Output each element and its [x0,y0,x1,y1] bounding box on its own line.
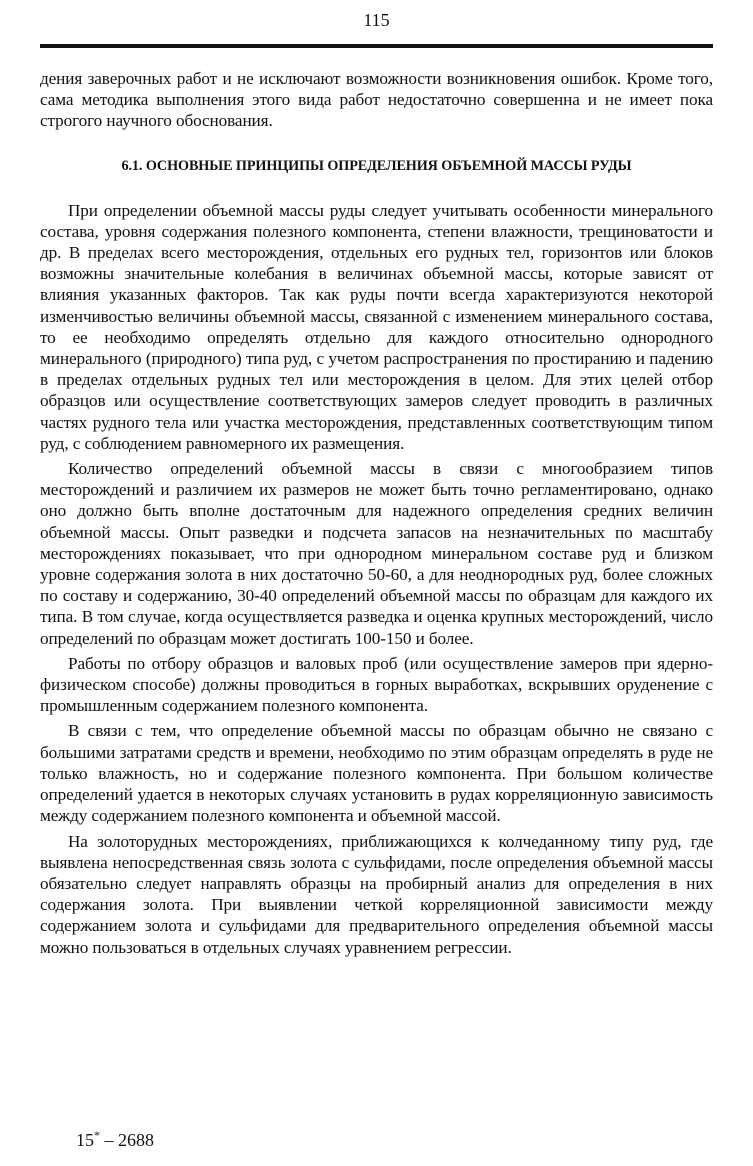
paragraph-1: При определении объемной массы руды следует учитывать особенности минерального состава, уровня содержания полезного компонента, степени влажности, трещиноватости и др. В пределах всего месторождения, отдельных его рудных тел, горизонтов или блоков возможны значительные колебания в величинах объемной массы, которые зависят от влияния указанных факторов. Так как руды почти всегда характеризуются некоторой изменчивостью величины объемной массы, связанной с изменением минерального состава, то ее необходимо определять отдельно для каждого относительно однородного минерального (природного) типа руд, с учетом распространения по простиранию и падению в пределах отдельных рудных тел или месторождения в целом. Для этих целей отбор образцов или осуществление соответствующих замеров следует проводить в различных частях рудного тела или участка месторождения, представленных соответствующим типом руд, с соблюдением равномерного их размещения. [40,200,713,453]
page-number: 115 [363,10,390,30]
paragraph-3: Работы по отбору образцов и валовых проб (или осуществление замеров при ядерно-физическом способе) должны проводиться в горных выработках, вскрывших оруденение с промышленным содержанием полезного компонента. [40,653,713,716]
header-rule [40,44,713,48]
paragraph-5: На золоторудных месторождениях, приближающихся к колчеданному типу руд, где выявлена непосредственная связь золота с сульфидами, после определения объемной массы обязательно следует направлять образцы на пробирный анализ для определения в них содержания золота. При выявлении четкой корреляционной зависимости между содержанием золота и сульфидами для предварительного определения объемной массы можно пользоваться в отдельных случаях уравнением регрессии. [40,831,713,957]
sheet-number: 15 [76,1130,94,1150]
continuation-paragraph: дения заверочных работ и не исключают возможности возникновения ошибок. Кроме того, сама методика выполнения этого вида работ недостаточно совершенна и не имеет пока строгого научного обоснования. [40,69,713,131]
paragraph-2: Количество определений объемной массы в связи с многообразием типов месторождений и различием их размеров не может быть точно регламентировано, однако оно должно быть вполне достаточным для надежного определения средних величин объемной массы. Опыт разведки и подсчета запасов на незначительных по масштабу месторождениях показывает, что при однородном минеральном составе руд и близком уровне содержания золота в них достаточно 50-60, а для неоднородных руд, более сложных по составу и содержанию, 30-40 определений объемной массы по образцам для каждого их типа. В том случае, когда осуществляется разведка и оценка крупных месторождений, число определений по образцам может достигать 100-150 и более. [40,459,713,648]
signature-mark [76,1128,154,1151]
order-number: – 2688 [104,1130,154,1150]
sheet-asterisk: * [94,1128,100,1142]
paragraph-4: В связи с тем, что определение объемной массы по образцам обычно не связано с большими затратами средств и времени, необходимо по этим образцам определять в руде не только влажность, но и содержание полезного компонента. При большом количестве определений удается в некоторых случаях установить в рудах корреляционную зависимость между содержанием полезного компонента и объемной массой. [40,721,713,826]
body-text [40,68,713,958]
section-heading: 6.1. ОСНОВНЫЕ ПРИНЦИПЫ ОПРЕДЕЛЕНИЯ ОБЪЕМНОЙ МАССЫ РУДЫ [121,157,632,174]
